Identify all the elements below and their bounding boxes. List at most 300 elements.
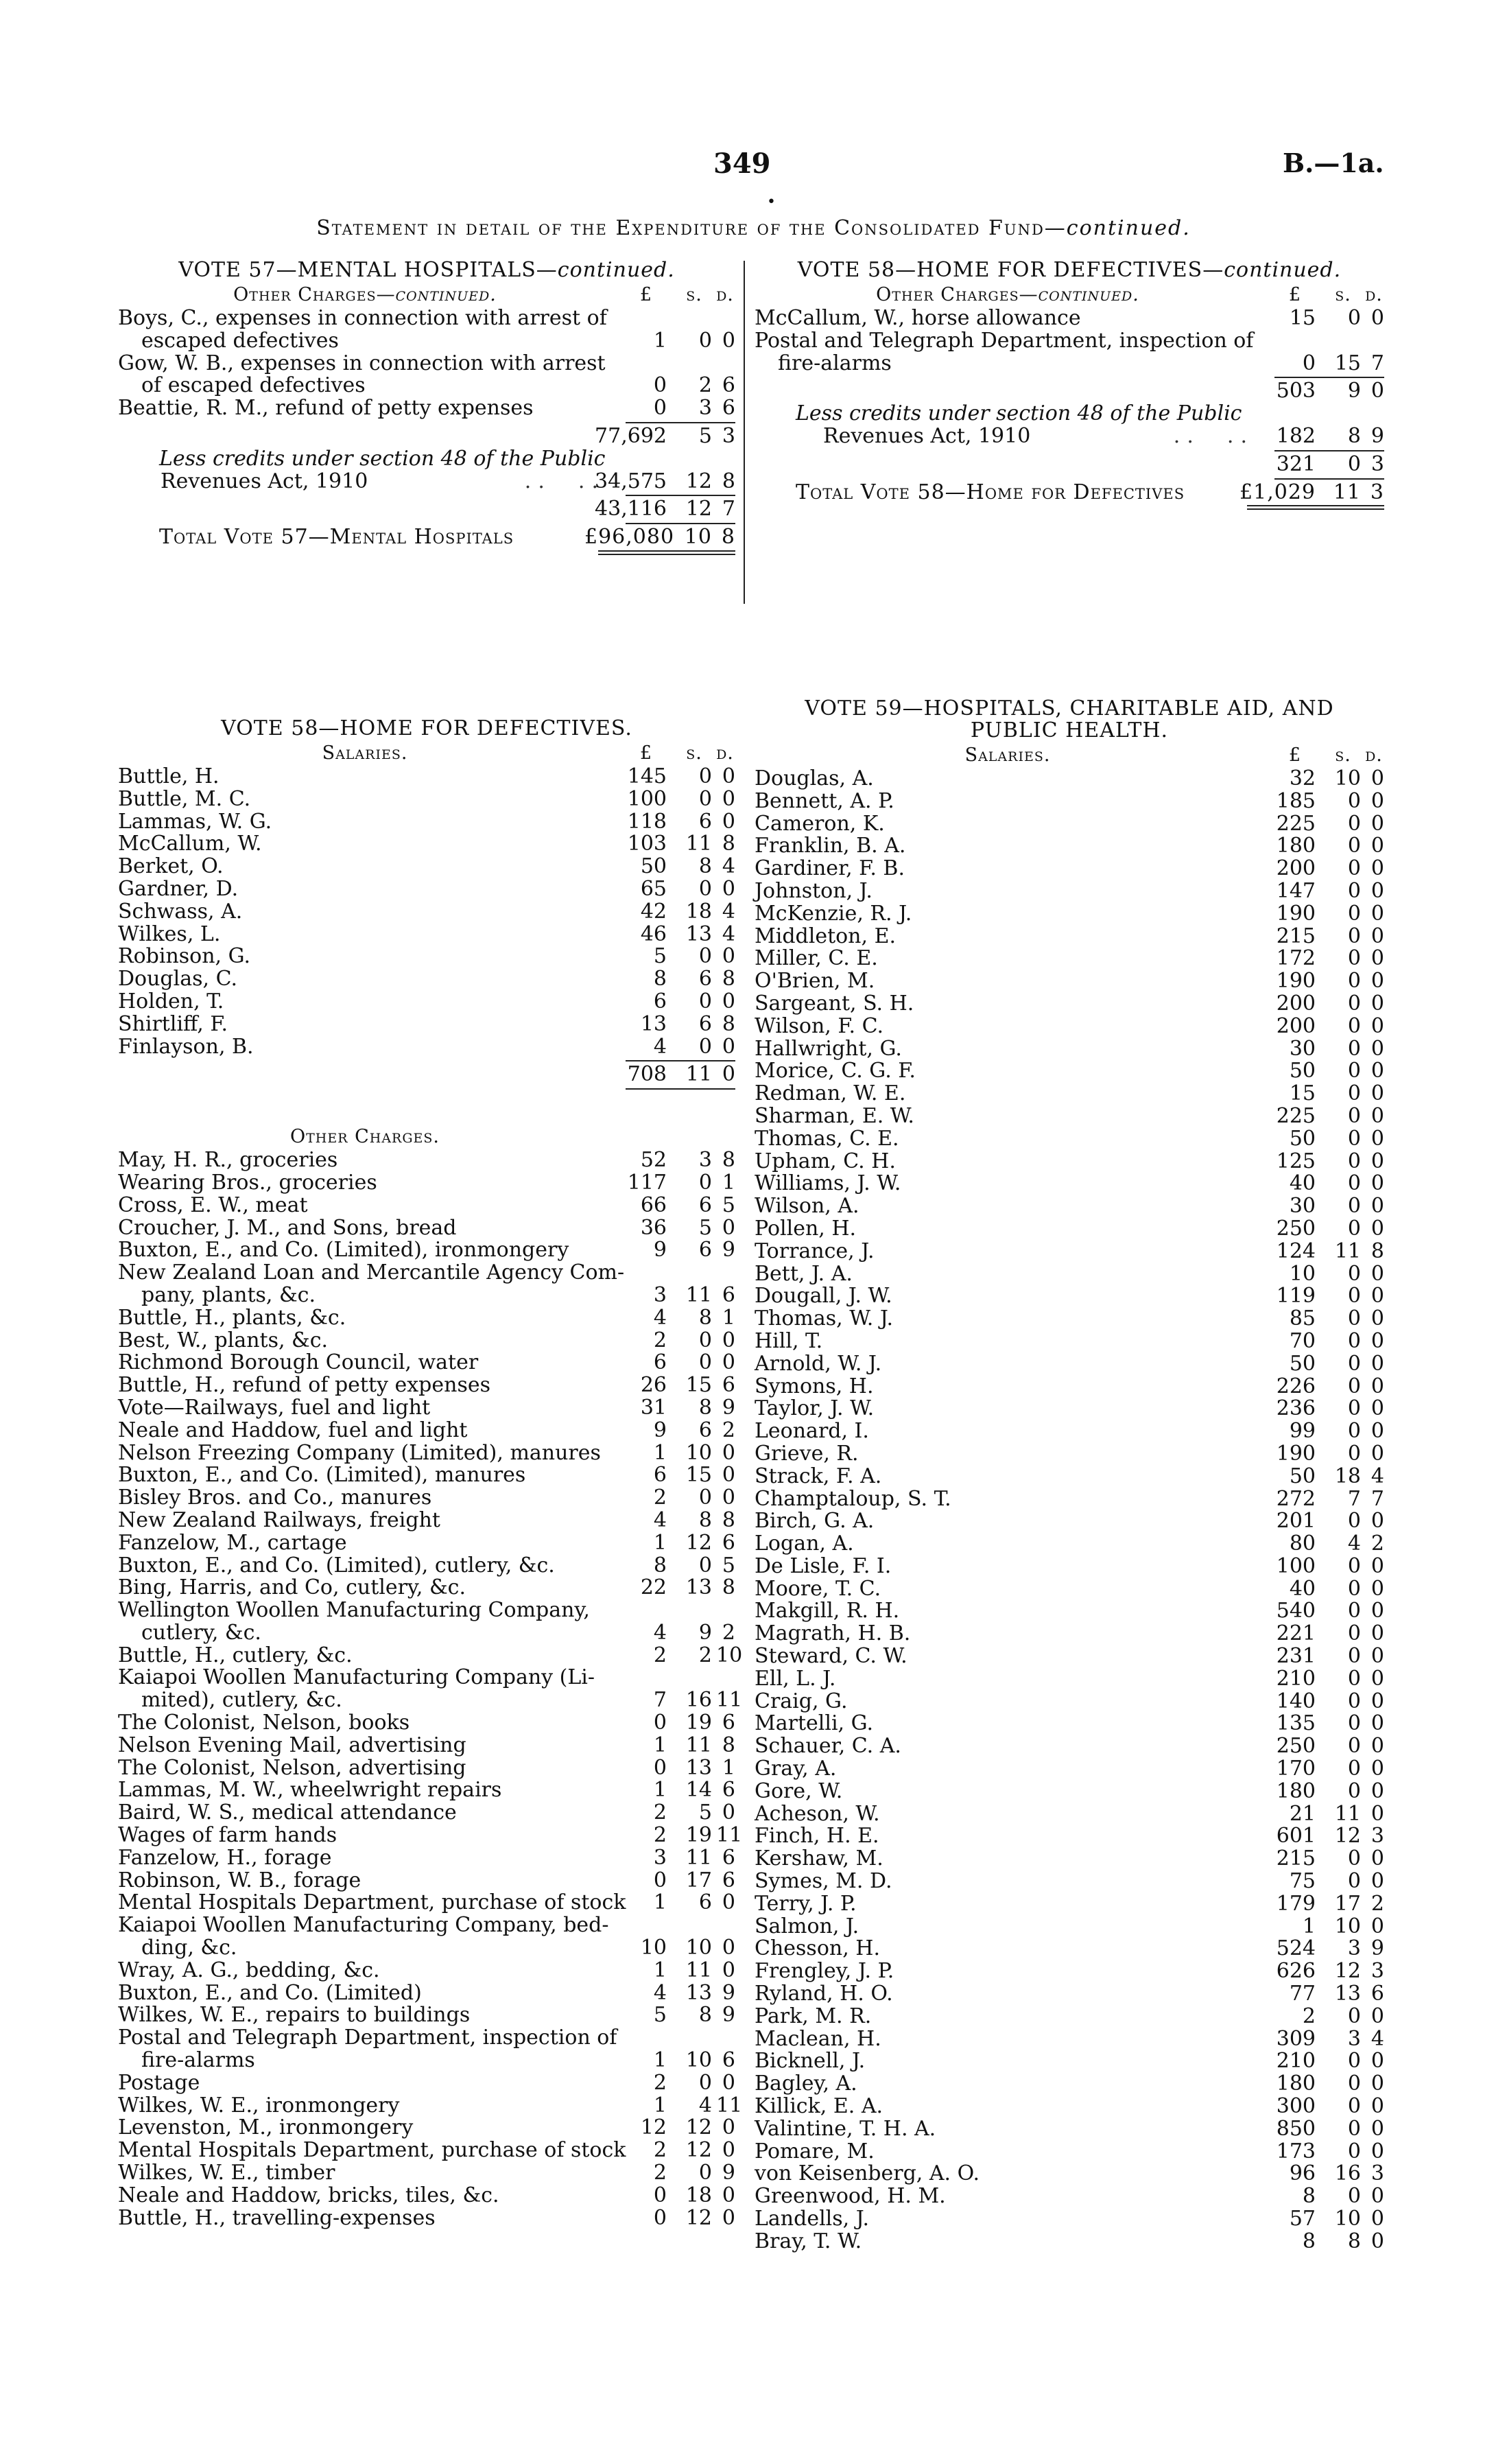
amount-shillings: 0	[1347, 1711, 1361, 1736]
amount-shillings: 2	[698, 1643, 712, 1667]
table-row	[118, 856, 735, 878]
item-name: Landells, J.	[755, 2207, 869, 2231]
table-row	[118, 2004, 735, 2027]
amount-pence: 0	[722, 1890, 735, 1915]
amount-pounds: 30	[1289, 1194, 1316, 1219]
item-name: Salmon, J.	[755, 1914, 859, 1938]
item-name: Makgill, R. H.	[755, 1599, 900, 1623]
amount-pence: 5	[722, 1193, 735, 1217]
item-name: Kaiapoi Woollen Manufacturing Company (Li-	[118, 1665, 595, 1690]
amount-pence: 0	[1370, 2207, 1384, 2231]
amount-pounds: 1	[653, 1733, 667, 1757]
table-row	[755, 1398, 1384, 1420]
vote59-title-line1: VOTE 59—HOSPITALS, CHARITABLE AID, AND	[805, 696, 1334, 720]
item-name: Douglas, A.	[755, 766, 874, 790]
amount-pence: 9	[722, 1980, 735, 2005]
amount-shillings: 10	[684, 525, 712, 550]
amount-pence: 3	[1370, 451, 1384, 476]
amount-pounds: 4	[653, 1620, 667, 1645]
item-name: Fanzelow, H., forage	[118, 1845, 332, 1870]
amount-pence: 0	[1370, 924, 1384, 948]
vote57-section-head	[118, 284, 735, 307]
amount-shillings: 8	[1347, 423, 1361, 448]
vote59-block	[755, 698, 1384, 2253]
amount-shillings: 11	[1333, 480, 1361, 504]
item-name: Grieve, R.	[755, 1441, 859, 1466]
item-name: McKenzie, R. J.	[755, 901, 912, 926]
amount-pounds: 7	[653, 1688, 667, 1713]
table-row	[118, 2139, 735, 2162]
table-row	[755, 2185, 1384, 2208]
item-name: Hill, T.	[755, 1328, 823, 1353]
amount-pounds: 309	[1276, 2026, 1316, 2051]
amount-shillings: 12	[685, 2138, 712, 2163]
table-row	[755, 1983, 1384, 2006]
amount-shillings: 7	[1347, 1486, 1361, 1511]
amount-shillings: 15	[685, 1373, 712, 1398]
item-name: Franklin, B. A.	[755, 834, 906, 858]
amount-pence: 0	[1370, 1553, 1384, 1578]
item-name: Kaiapoi Woollen Manufacturing Company, bed-	[118, 1913, 609, 1938]
amount-pounds: 2	[1302, 2004, 1316, 2028]
amount-shillings: 19	[685, 1711, 712, 1735]
item-name: Gray, A.	[755, 1757, 837, 1781]
amount-shillings: 0	[1347, 788, 1361, 813]
table-row	[118, 1442, 735, 1465]
item-name: Wearing Bros., groceries	[118, 1170, 377, 1195]
table-row	[755, 1083, 1384, 1105]
amount-shillings: 8	[698, 1507, 712, 1532]
amount-shillings: 10	[685, 1936, 712, 1960]
vote58-salaries-total	[118, 1064, 735, 1086]
amount-shillings: 8	[698, 1305, 712, 1330]
item-name: Bicknell, J.	[755, 2049, 866, 2074]
amount-pence: 0	[1370, 1734, 1384, 1759]
amount-shillings: 6	[698, 1193, 712, 1217]
table-row	[755, 768, 1384, 790]
amount-pounds: 190	[1276, 901, 1316, 926]
amount-pounds: 1	[653, 1440, 667, 1465]
amount-pence: 0	[1370, 834, 1384, 858]
table-row	[755, 1916, 1384, 1938]
amount-shillings: 0	[1347, 1689, 1361, 1713]
table-row	[755, 790, 1384, 813]
amount-pence: 0	[1370, 1914, 1384, 1938]
amount-pounds: £96,080	[584, 525, 675, 550]
vote58-salaries-head	[118, 742, 735, 766]
vote58cont-title-cont: continued.	[1224, 258, 1342, 282]
amount-shillings: 0	[698, 764, 712, 788]
amount-shillings: 0	[1347, 1846, 1361, 1871]
amount-pounds: 708	[627, 1062, 667, 1087]
item-name: Sargeant, S. H.	[755, 991, 914, 1016]
amount-pounds: 13	[640, 1011, 667, 1036]
vote58-other-title: Other Charges.	[289, 1126, 440, 1148]
table-row	[755, 2006, 1384, 2028]
table-row	[755, 2073, 1384, 2096]
amount-pounds: 4	[653, 1305, 667, 1330]
amount-pence: 4	[722, 854, 735, 879]
vote59-salaries	[755, 768, 1384, 2253]
amount-pounds: 200	[1276, 1013, 1316, 1038]
amount-pounds: 1	[653, 1890, 667, 1915]
amount-pounds: 4	[653, 1034, 667, 1059]
amount-pounds: 272	[1276, 1486, 1316, 1511]
amount-pounds: 0	[653, 2183, 667, 2207]
amount-shillings: 0	[1347, 1419, 1361, 1444]
table-row	[755, 1488, 1384, 1511]
amount-pence: 0	[1370, 1779, 1384, 1803]
amount-pence: 0	[722, 1034, 735, 1059]
table-row	[118, 1307, 735, 1330]
amount-pounds: 50	[1289, 1126, 1316, 1151]
amount-pounds: 50	[1289, 1464, 1316, 1488]
vote57-subtotal	[118, 425, 735, 448]
amount-pounds: 2	[653, 1643, 667, 1667]
item-name: O'Brien, M.	[755, 969, 875, 994]
amount-pence: 1	[722, 1755, 735, 1780]
amount-pounds: 1	[1302, 1914, 1316, 1938]
amount-pence: 8	[1370, 1239, 1384, 1263]
amount-pounds: 26	[640, 1373, 667, 1398]
table-row	[755, 948, 1384, 970]
item-name: Gardner, D.	[118, 876, 239, 901]
table-row	[118, 1374, 735, 1397]
amount-shillings: 18	[685, 899, 712, 924]
amount-pounds: 1	[653, 1530, 667, 1555]
amount-pounds: 2	[653, 1486, 667, 1510]
amount-shillings: 0	[1347, 969, 1361, 994]
amount-pounds: 524	[1276, 1936, 1316, 1961]
amount-pounds: 147	[1276, 878, 1316, 903]
amount-shillings: 0	[698, 1486, 712, 1510]
item-name: Logan, A.	[755, 1532, 854, 1556]
amount-pounds: 2	[653, 2070, 667, 2095]
table-row	[755, 1781, 1384, 1803]
table-row	[755, 1938, 1384, 1960]
item-name: Birch, G. A.	[755, 1509, 875, 1534]
item-name: New Zealand Loan and Mercantile Agency Com-	[118, 1260, 625, 1285]
amount-shillings: 9	[698, 1620, 712, 1645]
amount-shillings: 0	[1347, 901, 1361, 926]
vote58-salaries	[118, 766, 735, 1058]
amount-pounds: 22	[640, 1575, 667, 1600]
amount-pounds: 32	[1289, 766, 1316, 790]
amount-pounds: 185	[1276, 788, 1316, 813]
amount-pounds: 225	[1276, 811, 1316, 836]
amount-pence: 0	[722, 328, 735, 353]
item-name: Buxton, E., and Co. (Limited), manures	[118, 1463, 526, 1488]
vote59-title-line2: PUBLIC HEALTH.	[970, 718, 1169, 742]
amount-pence: 0	[1370, 1374, 1384, 1398]
item-name: Douglas, C.	[118, 967, 238, 992]
item-name: Thomas, W. J.	[755, 1306, 894, 1331]
amount-pence: 0	[1370, 1644, 1384, 1669]
vote58cont-rows	[755, 307, 1384, 375]
amount-pence: 3	[1370, 480, 1384, 504]
amount-shillings: 6	[698, 1418, 712, 1442]
amount-pounds: 540	[1276, 1599, 1316, 1623]
item-name: Valintine, T. H. A.	[755, 2116, 936, 2141]
amount-shillings: 8	[698, 854, 712, 879]
item-name: Wilkes, W. E., ironmongery	[118, 2093, 400, 2117]
table-row	[118, 924, 735, 946]
amount-pounds: 57	[1289, 2207, 1316, 2231]
amount-pence: 7	[1370, 1486, 1384, 1511]
amount-shillings: 13	[685, 922, 712, 946]
table-row	[755, 1420, 1384, 1443]
statement-continued: continued.	[1066, 216, 1191, 240]
amount-pounds: 42	[640, 899, 667, 924]
item-name: Magrath, H. B.	[755, 1621, 911, 1646]
amount-shillings: 6	[698, 967, 712, 992]
table-row	[118, 2027, 735, 2050]
col-pounds: £	[639, 742, 653, 764]
item-name: Johnston, J.	[755, 878, 873, 903]
amount-shillings: 11	[1334, 1239, 1361, 1263]
table-row	[118, 1735, 735, 1757]
amount-shillings: 11	[685, 1733, 712, 1757]
item-name: Upham, C. H.	[755, 1149, 896, 1173]
amount-shillings: 0	[1347, 834, 1361, 858]
table-row	[755, 2050, 1384, 2073]
table-row	[118, 1937, 735, 1960]
item-name: Wilkes, W. E., repairs to buildings	[118, 2003, 471, 2028]
item-name: Buttle, H., travelling-expenses	[118, 2205, 436, 2230]
amount-shillings: 6	[698, 1011, 712, 1036]
less-credits-text2: Revenues Act, 1910	[823, 423, 1031, 448]
amount-pence: 0	[722, 2115, 735, 2140]
amount-pence: 9	[722, 2003, 735, 2028]
amount-pounds: 8	[1302, 2229, 1316, 2253]
amount-pence: 0	[1370, 1149, 1384, 1173]
vote58-other-head	[118, 1126, 735, 1149]
table-row	[755, 1105, 1384, 1128]
amount-pence: 0	[1370, 1419, 1384, 1444]
table-row	[755, 1060, 1384, 1083]
item-name: Strack, F. A.	[755, 1464, 882, 1488]
rule	[118, 1086, 735, 1092]
amount-pounds: 1	[653, 1778, 667, 1803]
table-row	[755, 1645, 1384, 1668]
amount-shillings: 0	[1347, 1576, 1361, 1601]
table-row	[118, 375, 735, 397]
table-row	[118, 811, 735, 834]
less-credits-text: Less credits under section 48 of the Public	[159, 446, 606, 471]
table-row	[755, 2208, 1384, 2231]
amount-shillings: 0	[698, 1170, 712, 1195]
amount-pence: 0	[1370, 1216, 1384, 1241]
table-row	[755, 835, 1384, 858]
amount-pence: 8	[721, 525, 735, 550]
amount-shillings: 8	[698, 1395, 712, 1420]
table-row	[118, 1960, 735, 1982]
amount-pence: 0	[722, 1440, 735, 1465]
amount-pence: 6	[722, 1845, 735, 1870]
amount-pounds: 200	[1276, 856, 1316, 881]
col-pence: d.	[716, 284, 734, 305]
item-name: Park, M. R.	[755, 2004, 872, 2028]
table-row	[755, 1466, 1384, 1488]
amount-shillings: 0	[1347, 451, 1361, 476]
amount-pounds: 215	[1276, 1846, 1316, 1871]
amount-pence: 0	[1370, 1621, 1384, 1646]
table-row	[755, 1533, 1384, 1556]
amount-pence: 8	[722, 1507, 735, 1532]
amount-pence: 6	[722, 1711, 735, 1735]
vote58-salaries-title: Salaries.	[322, 742, 408, 764]
table-row	[755, 1241, 1384, 1263]
amount-shillings: 0	[1347, 1644, 1361, 1669]
table-row	[118, 1507, 735, 1532]
amount-shillings: 0	[1347, 2004, 1361, 2028]
amount-pence: 0	[1370, 1441, 1384, 1466]
amount-pence: 0	[1370, 788, 1384, 813]
item-name: Buxton, E., and Co. (Limited), cutlery, &c.	[118, 1553, 555, 1577]
amount-pounds: 6	[653, 1350, 667, 1375]
item-name: Sharman, E. W.	[755, 1103, 914, 1128]
amount-pounds: 9	[653, 1418, 667, 1442]
table-row	[118, 1622, 735, 1645]
amount-pence: 6	[722, 1530, 735, 1555]
amount-pounds: 172	[1276, 946, 1316, 971]
item-name: Shirtliff, F.	[118, 1011, 228, 1036]
amount-shillings: 3	[1347, 2026, 1361, 2051]
amount-pence: 0	[1370, 1126, 1384, 1151]
amount-shillings: 0	[1347, 1621, 1361, 1646]
table-row	[755, 2231, 1384, 2253]
item-name: Postal and Telegraph Department, inspection of	[118, 2026, 617, 2050]
amount-pence: 0	[722, 1936, 735, 1960]
amount-shillings: 18	[685, 2183, 712, 2207]
item-name: Killick, E. A.	[755, 2094, 883, 2119]
amount-pence: 0	[1370, 901, 1384, 926]
amount-pounds: 80	[1289, 1532, 1316, 1556]
amount-pence: 0	[1370, 1059, 1384, 1083]
table-row	[118, 1688, 743, 1713]
item-name: mited), cutlery, &c.	[141, 1688, 342, 1713]
table-row	[118, 1217, 735, 1240]
table-row	[755, 1263, 1384, 1286]
amount-pence: 0	[1370, 2229, 1384, 2253]
item-name: Moore, T. C.	[755, 1576, 881, 1601]
amount-pence: 0	[1370, 1284, 1384, 1309]
amount-pence: 3	[1370, 1824, 1384, 1849]
table-row	[118, 1262, 735, 1284]
amount-pence: 8	[722, 1148, 735, 1173]
table-row	[118, 1802, 735, 1824]
amount-pence: 0	[1370, 1509, 1384, 1534]
amount-pence: 2	[722, 1620, 735, 1645]
amount-shillings: 5	[698, 1800, 712, 1825]
table-row	[118, 968, 735, 991]
amount-pence: 9	[1370, 1936, 1384, 1961]
table-row	[118, 1870, 735, 1892]
amount-pounds: 6	[653, 1463, 667, 1488]
item-name: Wilkes, L.	[118, 922, 221, 946]
amount-shillings: 0	[1347, 2184, 1361, 2209]
amount-shillings: 0	[1347, 1374, 1361, 1398]
item-name: cutlery, &c.	[141, 1620, 261, 1645]
item-name: Buxton, E., and Co. (Limited)	[118, 1980, 422, 2005]
item-name: Nelson Evening Mail, advertising	[118, 1733, 466, 1757]
item-name: McCallum, W.	[118, 832, 262, 856]
table-row	[755, 307, 1384, 330]
amount-pounds: 70	[1289, 1328, 1316, 1353]
item-name: Levenston, M., ironmongery	[118, 2115, 414, 2140]
vote58cont-block	[755, 259, 1384, 511]
table-row	[118, 2117, 735, 2139]
amount-shillings: 0	[1347, 991, 1361, 1016]
amount-pounds: 119	[1276, 1284, 1316, 1309]
amount-pounds: 99	[1289, 1419, 1316, 1444]
table-row	[118, 1712, 735, 1735]
vote58-other-charges	[118, 1148, 743, 2230]
item-name: Bett, J. A.	[755, 1261, 853, 1286]
table-row	[118, 330, 735, 353]
amount-pence: 0	[1370, 1711, 1384, 1736]
table-row	[118, 1892, 735, 1914]
table-row	[118, 1847, 735, 1870]
vote57-title-cont: continued.	[557, 258, 675, 282]
vote58cont-section-title	[755, 284, 1261, 306]
amount-shillings: 0	[1347, 1351, 1361, 1376]
amount-pounds: 0	[653, 396, 667, 421]
amount-shillings: 10	[1334, 2207, 1361, 2231]
amount-pounds: 201	[1276, 1509, 1316, 1534]
item-name: fire-alarms	[778, 351, 892, 375]
amount-pounds: 118	[627, 809, 667, 834]
table-row	[118, 1284, 735, 1307]
amount-pence: 0	[722, 989, 735, 1013]
amount-pounds: 31	[640, 1395, 667, 1420]
amount-pence: 0	[1370, 878, 1384, 903]
amount-pence: 0	[1370, 1171, 1384, 1196]
item-name: Fanzelow, M., cartage	[118, 1530, 347, 1555]
amount-pence: 0	[722, 1215, 735, 1240]
vote59-salaries-title: Salaries.	[964, 744, 1051, 766]
table-row	[118, 1823, 743, 1848]
amount-pounds: 3	[653, 1845, 667, 1870]
amount-pence: 8	[722, 832, 735, 856]
table-row	[755, 880, 1384, 903]
item-name: Schauer, C. A.	[755, 1734, 901, 1759]
amount-pence: 1	[722, 1305, 735, 1330]
amount-pence: 0	[722, 809, 735, 834]
amount-shillings: 0	[1347, 2094, 1361, 2119]
item-name: Neale and Haddow, fuel and light	[118, 1418, 468, 1442]
amount-pence: 0	[722, 1350, 735, 1375]
table-row	[118, 1239, 735, 1262]
amount-shillings: 19	[685, 1823, 712, 1848]
amount-pounds: 8	[653, 1553, 667, 1577]
amount-pence: 6	[1370, 1982, 1384, 2006]
item-name: Wray, A. G., bedding, &c.	[118, 1958, 380, 1982]
item-name: The Colonist, Nelson, advertising	[118, 1755, 466, 1780]
item-name: Gardiner, F. B.	[755, 856, 905, 881]
item-name: Buttle, H.	[118, 764, 219, 788]
table-row	[118, 1532, 735, 1555]
table-row	[755, 1128, 1384, 1151]
item-name: Finch, H. E.	[755, 1824, 879, 1849]
amount-pence: 0	[1370, 1757, 1384, 1781]
table-row	[118, 1420, 735, 1442]
item-name: Steward, C. W.	[755, 1644, 907, 1669]
item-name: Cross, E. W., meat	[118, 1193, 308, 1217]
amount-pounds: 10	[1289, 1261, 1316, 1286]
amount-pounds: 10	[640, 1936, 667, 1960]
item-name: Greenwood, H. M.	[755, 2184, 946, 2209]
